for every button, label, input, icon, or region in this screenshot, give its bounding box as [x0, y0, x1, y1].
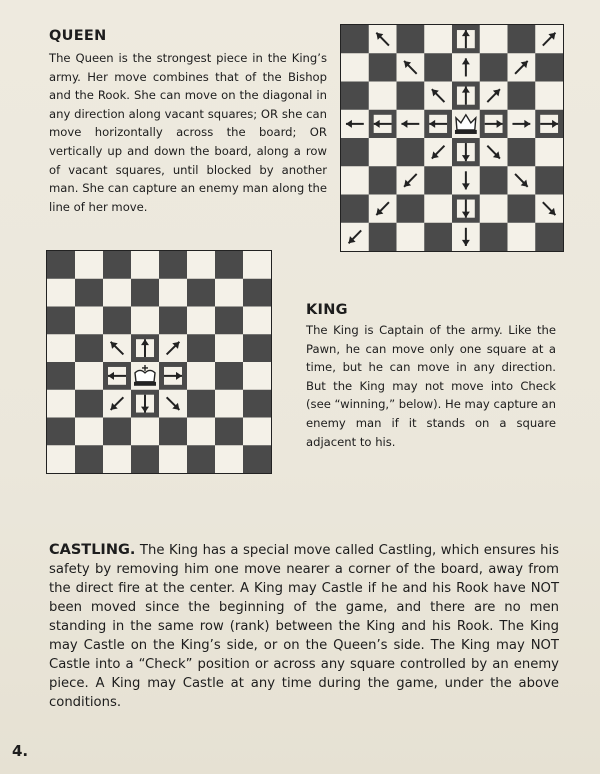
- dark-square: [243, 445, 271, 473]
- dark-square: [480, 223, 508, 251]
- king-heading: KING: [306, 302, 348, 318]
- dark-square: [535, 166, 563, 194]
- dark-square: [47, 251, 75, 279]
- dark-square: [508, 138, 536, 166]
- dark-square: [369, 223, 397, 251]
- dark-square: [397, 138, 425, 166]
- king-description: The King is Captain of the army. Like the Pawn, he can move only one square at a time, but he can move in any direction. But the King may not move into Check (see “winning,” below). He may capture an enemy man if it stands on a square adjacent to his.: [306, 323, 556, 449]
- move-arrow-icon: [457, 143, 475, 161]
- dark-square: [397, 82, 425, 110]
- dark-square: [243, 279, 271, 307]
- dark-square: [369, 166, 397, 194]
- dark-square: [424, 53, 452, 81]
- dark-square: [187, 390, 215, 418]
- dark-square: [397, 195, 425, 223]
- move-arrow-icon: [485, 115, 503, 133]
- dark-square: [480, 166, 508, 194]
- dark-square: [187, 445, 215, 473]
- dark-square: [215, 251, 243, 279]
- dark-square: [187, 279, 215, 307]
- move-arrow-icon: [108, 367, 126, 385]
- dark-square: [508, 195, 536, 223]
- dark-square: [103, 251, 131, 279]
- queen-icon: [453, 111, 479, 137]
- move-arrow-icon: [429, 115, 447, 133]
- move-arrow-icon: [457, 87, 475, 105]
- dark-square: [75, 390, 103, 418]
- dark-square: [535, 53, 563, 81]
- queen-board-svg: [341, 25, 563, 251]
- castling-heading: CASTLING.: [49, 542, 136, 558]
- dark-square: [341, 138, 369, 166]
- dark-square: [215, 307, 243, 335]
- dark-square: [75, 279, 103, 307]
- queen-move-diagram: [340, 24, 564, 252]
- castling-paragraph: [49, 541, 559, 712]
- queen-description: The Queen is the strongest piece in the King’s army. Her move combines that of the Bishop and the Rook. She can move on the diagonal in any direction along vacant squares; OR she can move horizontally across the board; OR vertically up and down the board, along a row of vacant squares, until blocked by another man. She can capture an enemy man along the line of her move.: [49, 51, 327, 214]
- dark-square: [508, 82, 536, 110]
- dark-square: [75, 445, 103, 473]
- dark-square: [187, 334, 215, 362]
- dark-square: [243, 334, 271, 362]
- dark-square: [243, 390, 271, 418]
- dark-square: [103, 418, 131, 446]
- dark-square: [131, 279, 159, 307]
- move-arrow-icon: [136, 339, 154, 357]
- dark-square: [508, 25, 536, 53]
- dark-square: [535, 223, 563, 251]
- dark-square: [341, 82, 369, 110]
- queen-heading: QUEEN: [49, 28, 107, 44]
- dark-square: [369, 53, 397, 81]
- castling-description: The King has a special move called Castling, which ensures his safety by removing him one move nearer a corner of the board, away from the direct fire at the center. A King may Castle if he and his Rook have NOT been moved since the beginning of the game, and there are no men standing in the same row (rank) between the King and his Rook. The King may Castle on the King’s side, or on the Queen’s side. The King may NOT Castle into a “Check” position or across any square controlled by an enemy piece. A King may Castle at any time during the game, under the above conditions.: [49, 543, 559, 710]
- dark-square: [424, 166, 452, 194]
- king-move-diagram: [46, 250, 272, 474]
- dark-square: [103, 307, 131, 335]
- dark-square: [47, 362, 75, 390]
- move-arrow-icon: [457, 30, 475, 48]
- dark-square: [215, 418, 243, 446]
- page-number: 4.: [12, 742, 29, 760]
- dark-square: [131, 445, 159, 473]
- dark-square: [159, 307, 187, 335]
- dark-square: [424, 223, 452, 251]
- king-board-svg: [47, 251, 271, 473]
- dark-square: [480, 53, 508, 81]
- dark-square: [75, 334, 103, 362]
- move-arrow-icon: [540, 115, 558, 133]
- king-icon: [132, 363, 158, 389]
- dark-square: [159, 418, 187, 446]
- dark-square: [159, 251, 187, 279]
- dark-square: [397, 25, 425, 53]
- dark-square: [341, 195, 369, 223]
- move-arrow-icon: [374, 115, 392, 133]
- dark-square: [215, 362, 243, 390]
- dark-square: [47, 418, 75, 446]
- dark-square: [47, 307, 75, 335]
- dark-square: [341, 25, 369, 53]
- move-arrow-icon: [164, 367, 182, 385]
- move-arrow-icon: [457, 200, 475, 218]
- move-arrow-icon: [136, 395, 154, 413]
